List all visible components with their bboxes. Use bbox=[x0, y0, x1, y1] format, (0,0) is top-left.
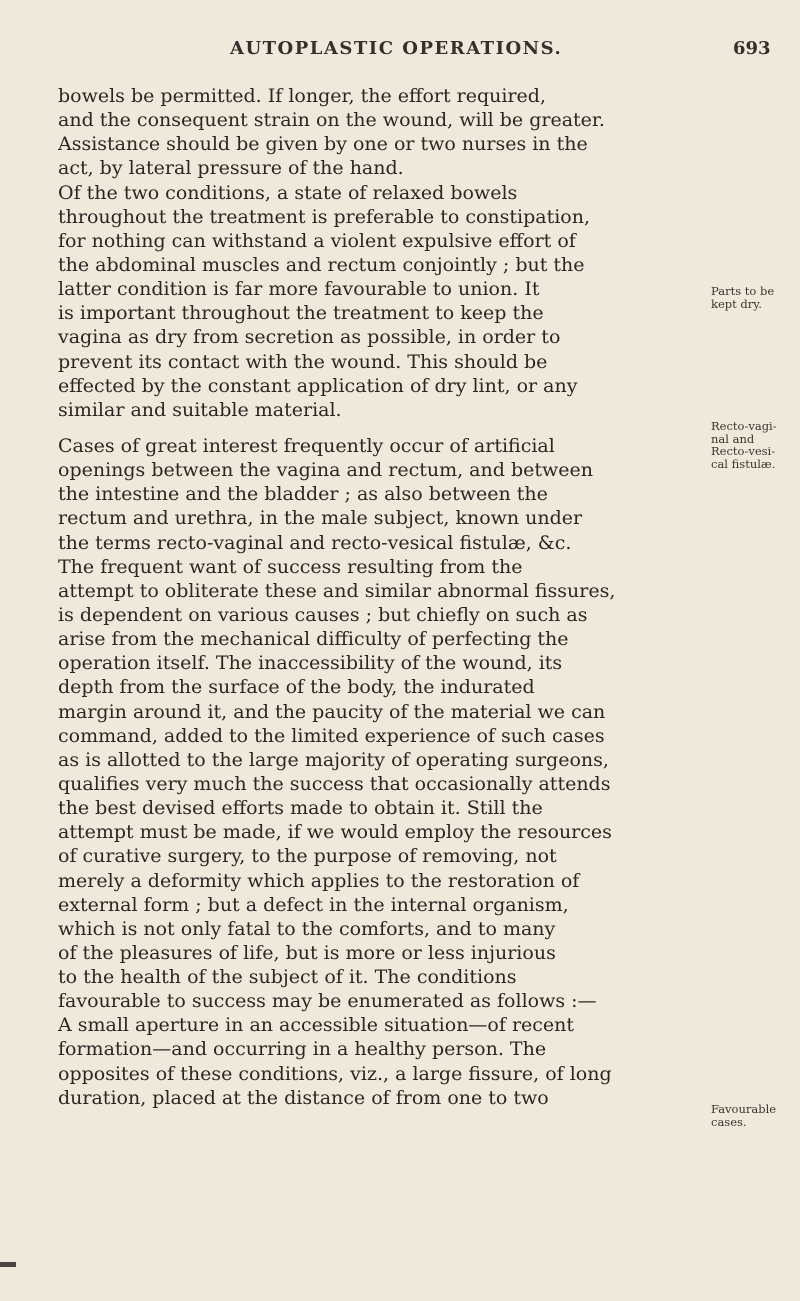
text-line: to the health of the subject of it. The conditions bbox=[58, 966, 517, 989]
text-line: throughout the treatment is preferable to constipation, bbox=[58, 205, 591, 228]
text-line: is important throughout the treatment to keep the bbox=[58, 302, 544, 325]
text-line: merely a deformity which applies to the restoration of bbox=[58, 869, 580, 892]
text-line: the abdominal muscles and rectum conjointly ; but the bbox=[58, 253, 585, 276]
margin-note-favourable bbox=[711, 1103, 799, 1128]
text-line: The frequent want of success resulting from the bbox=[58, 555, 523, 578]
margin-note-line: nal and bbox=[711, 431, 755, 446]
text-line: duration, placed at the distance of from one to two bbox=[58, 1086, 549, 1109]
paragraph-gap bbox=[58, 422, 706, 434]
text-line: act, by lateral pressure of the hand. bbox=[58, 157, 404, 180]
text-line: opposites of these conditions, viz., a large fissure, of long bbox=[58, 1062, 612, 1085]
text-line: formation—and occurring in a healthy person. The bbox=[58, 1038, 547, 1061]
text-line: and the consequent strain on the wound, will be greater. bbox=[58, 109, 605, 132]
page-number: 693 bbox=[733, 38, 771, 59]
text-line: latter condition is far more favourable to union. It bbox=[58, 278, 540, 301]
text-line: rectum and urethra, in the male subject, known under bbox=[58, 507, 583, 530]
text-line: arise from the mechanical difficulty of perfecting the bbox=[58, 628, 569, 651]
text-line: for nothing can withstand a violent expulsive effort of bbox=[58, 229, 576, 252]
text-line: the terms recto-vaginal and recto-vesical fistulæ, &c. bbox=[58, 531, 572, 554]
text-line: openings between the vagina and rectum, and between bbox=[58, 459, 593, 482]
text-line: Assistance should be given by one or two nurses in the bbox=[58, 133, 588, 156]
text-line: of curative surgery, to the purpose of removing, not bbox=[58, 845, 557, 868]
text-line: effected by the constant application of dry lint, or any bbox=[58, 374, 578, 397]
margin-note-line: cal fistulæ. bbox=[711, 456, 776, 471]
text-line: is dependent on various causes ; but chiefly on such as bbox=[58, 603, 588, 626]
text-line: the intestine and the bladder ; as also between the bbox=[58, 483, 548, 506]
text-line: prevent its contact with the wound. This should be bbox=[58, 350, 548, 373]
page-edge-mark bbox=[0, 1262, 16, 1267]
margin-note-line: Recto-vagi- bbox=[711, 419, 777, 433]
text-line: the best devised efforts made to obtain it. Still the bbox=[58, 797, 543, 820]
text-line: qualifies very much the success that occasionally attends bbox=[58, 772, 611, 795]
margin-note-fistulae bbox=[711, 420, 799, 470]
margin-note-parts-dry bbox=[711, 285, 799, 310]
text-line: A small aperture in an accessible situation—of recent bbox=[58, 1014, 575, 1037]
text-line: attempt must be made, if we would employ the resources bbox=[58, 821, 612, 844]
text-line: as is allotted to the large majority of operating surgeons, bbox=[58, 748, 609, 771]
text-line: attempt to obliterate these and similar abnormal fissures, bbox=[58, 579, 616, 602]
text-line: vagina as dry from secretion as possible, in order to bbox=[58, 326, 561, 349]
text-line: of the pleasures of life, but is more or less injurious bbox=[58, 941, 556, 964]
text-line: similar and suitable material. bbox=[58, 398, 342, 421]
text-line: margin around it, and the paucity of the material we can bbox=[58, 700, 606, 723]
margin-note-line: Parts to be bbox=[711, 284, 775, 298]
paragraph-2 bbox=[58, 434, 706, 1110]
paragraph-1 bbox=[58, 84, 706, 422]
text-line: operation itself. The inaccessibility of the wound, its bbox=[58, 652, 563, 675]
text-line: Of the two conditions, a state of relaxed bowels bbox=[58, 181, 518, 204]
margin-note-line: cases. bbox=[711, 1114, 747, 1129]
text-line: bowels be permitted. If longer, the effort required, bbox=[58, 85, 546, 107]
text-line: Cases of great interest frequently occur of artificial bbox=[58, 434, 555, 457]
margin-note-line: Favourable bbox=[711, 1102, 777, 1116]
body-text bbox=[58, 84, 706, 1110]
text-line: external form ; but a defect in the internal organism, bbox=[58, 893, 569, 916]
text-line: which is not only fatal to the comforts, and to many bbox=[58, 917, 556, 940]
text-line: depth from the surface of the body, the indurated bbox=[58, 676, 535, 699]
margin-note-line: Recto-vesi- bbox=[711, 444, 776, 458]
text-line: command, added to the limited experience of such cases bbox=[58, 724, 605, 747]
text-line: favourable to success may be enumerated as follows :— bbox=[58, 990, 597, 1013]
margin-note-line: kept dry. bbox=[711, 296, 762, 311]
running-head: AUTOPLASTIC OPERATIONS. bbox=[230, 38, 563, 59]
